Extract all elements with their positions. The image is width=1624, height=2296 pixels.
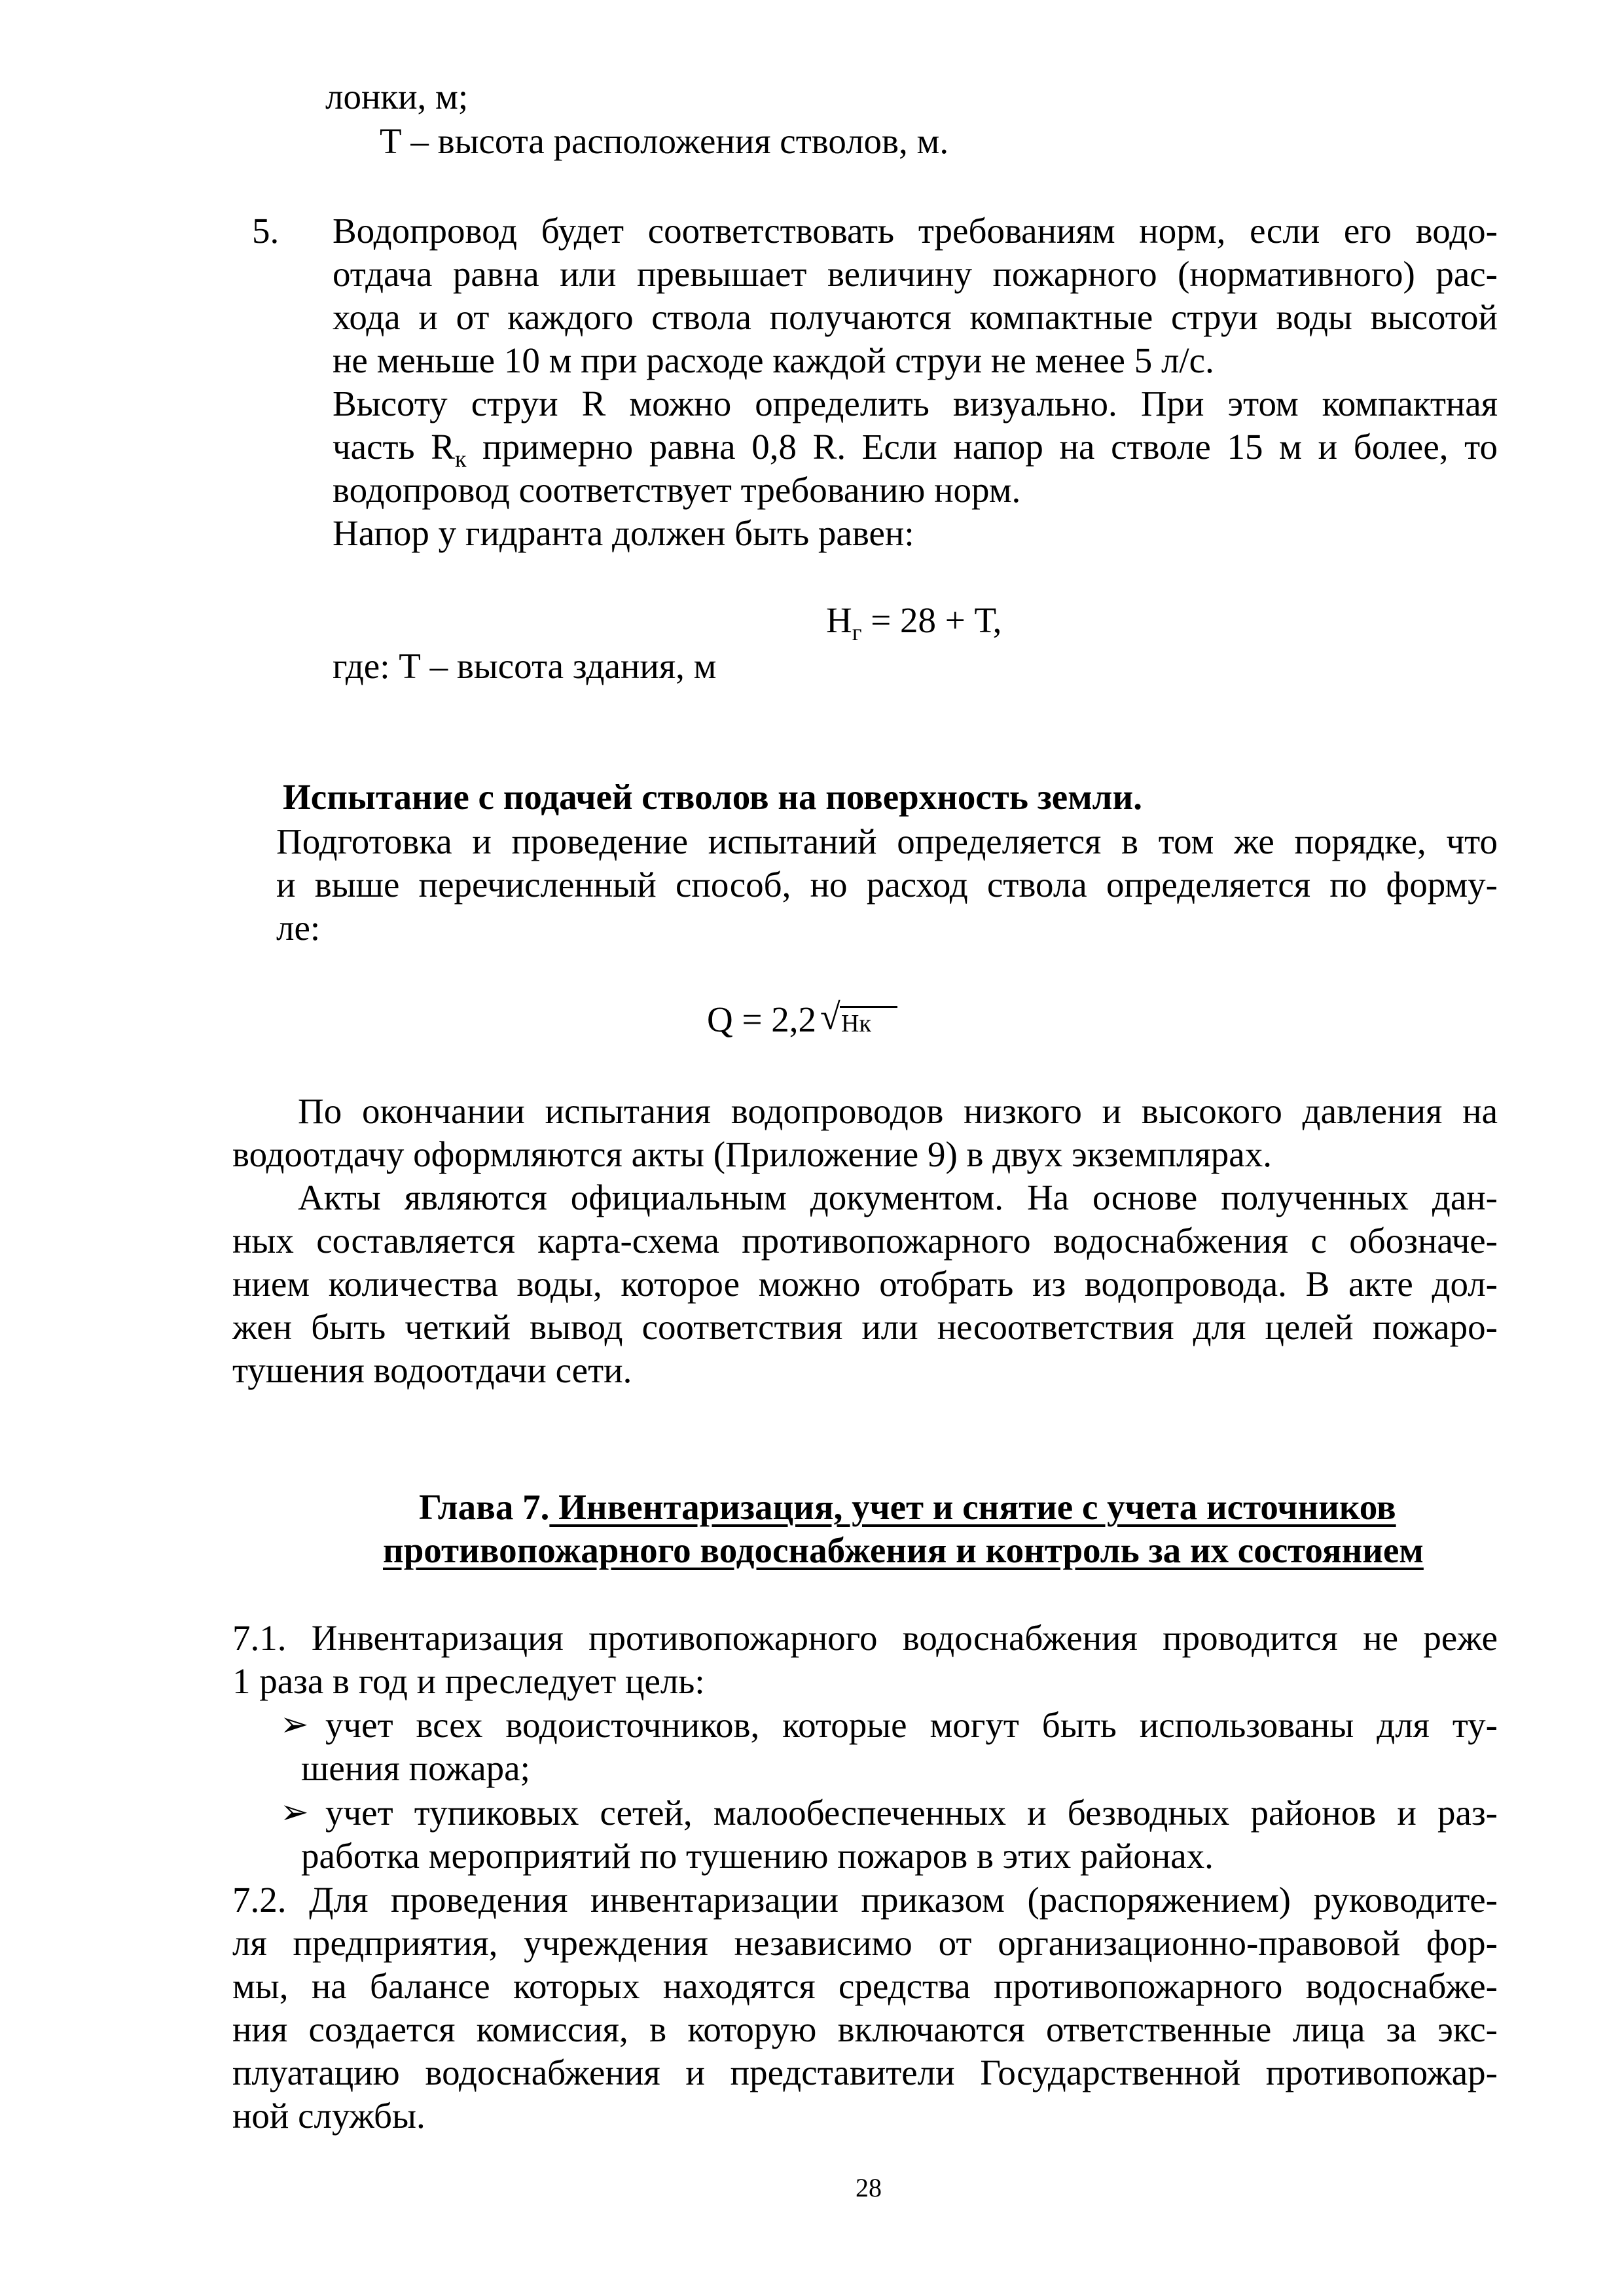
bullet-line: учет всех водоисточников, которые могут быть использованы для ту- xyxy=(325,1705,1498,1745)
top-line-1: лонки, м; xyxy=(325,77,469,117)
radical-sign: √ xyxy=(820,997,840,1037)
item-7-1 xyxy=(232,1617,1498,1703)
subscript: к xyxy=(454,446,467,472)
chapter-7-heading xyxy=(419,1486,1396,1529)
closing-p1-line: По окончании испытания водопроводов низкого и высокого давления на xyxy=(298,1091,1498,1131)
bullet-item xyxy=(325,1704,1498,1747)
square-root xyxy=(820,998,897,1041)
chapter-number: Глава 7. xyxy=(419,1487,550,1527)
section-heading: Испытание с подачей стволов на поверхность земли. xyxy=(283,777,1142,817)
item-5-block xyxy=(333,209,1498,555)
item-5-number: 5. xyxy=(252,211,280,251)
bullet-item xyxy=(325,1791,1498,1835)
chapter-title-line: противопожарного водоснабжения и контроль за их состоянием xyxy=(383,1530,1424,1570)
section-test-line: Подготовка и проведение испытаний определяется в том же порядке, что xyxy=(276,821,1498,861)
item-7-2-line: 7.2. Для проведения инвентаризации приказом (распоряжением) руководите- xyxy=(232,1880,1498,1920)
item-5-line: Водопровод будет соответствовать требованиям норм, если его водо- xyxy=(333,211,1498,251)
formula-rest: = 28 + Т, xyxy=(861,600,1002,640)
formula-subscript: г xyxy=(852,619,862,645)
item-5-para2-line: Высоту струи R можно определить визуально. При этом компактная xyxy=(333,384,1498,423)
item-7-2-line: ной службы. xyxy=(232,2096,425,2136)
bullet-line: работка мероприятий по тушению пожаров в этих районах. xyxy=(301,1836,1214,1876)
formula-left: Q = 2,2 xyxy=(707,999,816,1039)
item-7-2-line: ния создается комиссия, в которую включаются ответственные лица за экс- xyxy=(232,2009,1498,2049)
section-test-body xyxy=(276,820,1498,950)
item-5-para2-line xyxy=(333,425,1498,472)
where-line: где: Т – высота здания, м xyxy=(333,646,717,686)
formula-hydrant-pressure xyxy=(826,599,1002,645)
section-test-line: и выше перечисленный способ, но расход ствола определяется по форму- xyxy=(276,865,1498,905)
formula-variable: Н xyxy=(826,600,852,640)
arrow-bullet-icon: ➢ xyxy=(280,1706,309,1744)
formula-flow-rate xyxy=(707,998,897,1041)
item-7-2-line: плуатацию водоснабжения и представители Государственной противопожар- xyxy=(232,2053,1498,2092)
item-7-2-line: мы, на балансе которых находятся средства противопожарного водоснабже- xyxy=(232,1966,1498,2006)
item-5-para3: Напор у гидранта должен быть равен: xyxy=(333,513,914,553)
closing-p2-line: ных составляется карта-схема противопожарного водоснабжения с обозначе- xyxy=(232,1221,1498,1261)
radicand: Нк xyxy=(840,1006,897,1038)
closing-p2-line: нием количества воды, которое можно отобрать из водопровода. В акте дол- xyxy=(232,1264,1498,1304)
item-5-line: отдача равна или превышает величину пожарного (нормативного) рас- xyxy=(333,254,1498,294)
section-test-line: ле: xyxy=(276,908,321,948)
item-7-1-line: 1 раза в год и преследует цель: xyxy=(232,1661,705,1701)
closing-p1-line: водоотдачу оформляются акты (Приложение 9) в двух экземплярах. xyxy=(232,1134,1272,1174)
closing-p2-line: жен быть четкий вывод соответствия или несоответствия для целей пожаро- xyxy=(232,1307,1498,1347)
text-fragment: часть R xyxy=(333,427,455,467)
item-7-2-line: ля предприятия, учреждения независимо от организационно-правовой фор- xyxy=(232,1923,1498,1963)
page-number: 28 xyxy=(856,2173,882,2202)
item-7-1-line: 7.1. Инвентаризация противопожарного водоснабжения проводится не реже xyxy=(232,1618,1498,1658)
item-5-line: не меньше 10 м при расходе каждой струи не менее 5 л/с. xyxy=(333,340,1214,380)
bullet-line: шения пожара; xyxy=(301,1748,530,1788)
arrow-bullet-icon: ➢ xyxy=(280,1794,309,1831)
closing-paragraphs xyxy=(232,1090,1498,1392)
bullet-line: учет тупиковых сетей, малообеспеченных и безводных районов и раз- xyxy=(325,1793,1498,1833)
top-line-2: Т – высота расположения стволов, м. xyxy=(380,121,949,161)
closing-p2-line: тушения водоотдачи сети. xyxy=(232,1350,632,1390)
item-7-2 xyxy=(232,1878,1498,2138)
text-fragment: примерно равна 0,8 R. Если напор на стволе 15 м и более, то xyxy=(466,427,1498,467)
item-5-para2-line: водопровод соответствует требованию норм. xyxy=(333,470,1021,510)
item-5-line: хода и от каждого ствола получаются компактные струи воды высотой xyxy=(333,297,1498,337)
closing-p2-line: Акты являются официальным документом. На основе полученных дан- xyxy=(298,1177,1498,1217)
chapter-title-line: Инвентаризация, учет и снятие с учета источников xyxy=(549,1487,1396,1527)
